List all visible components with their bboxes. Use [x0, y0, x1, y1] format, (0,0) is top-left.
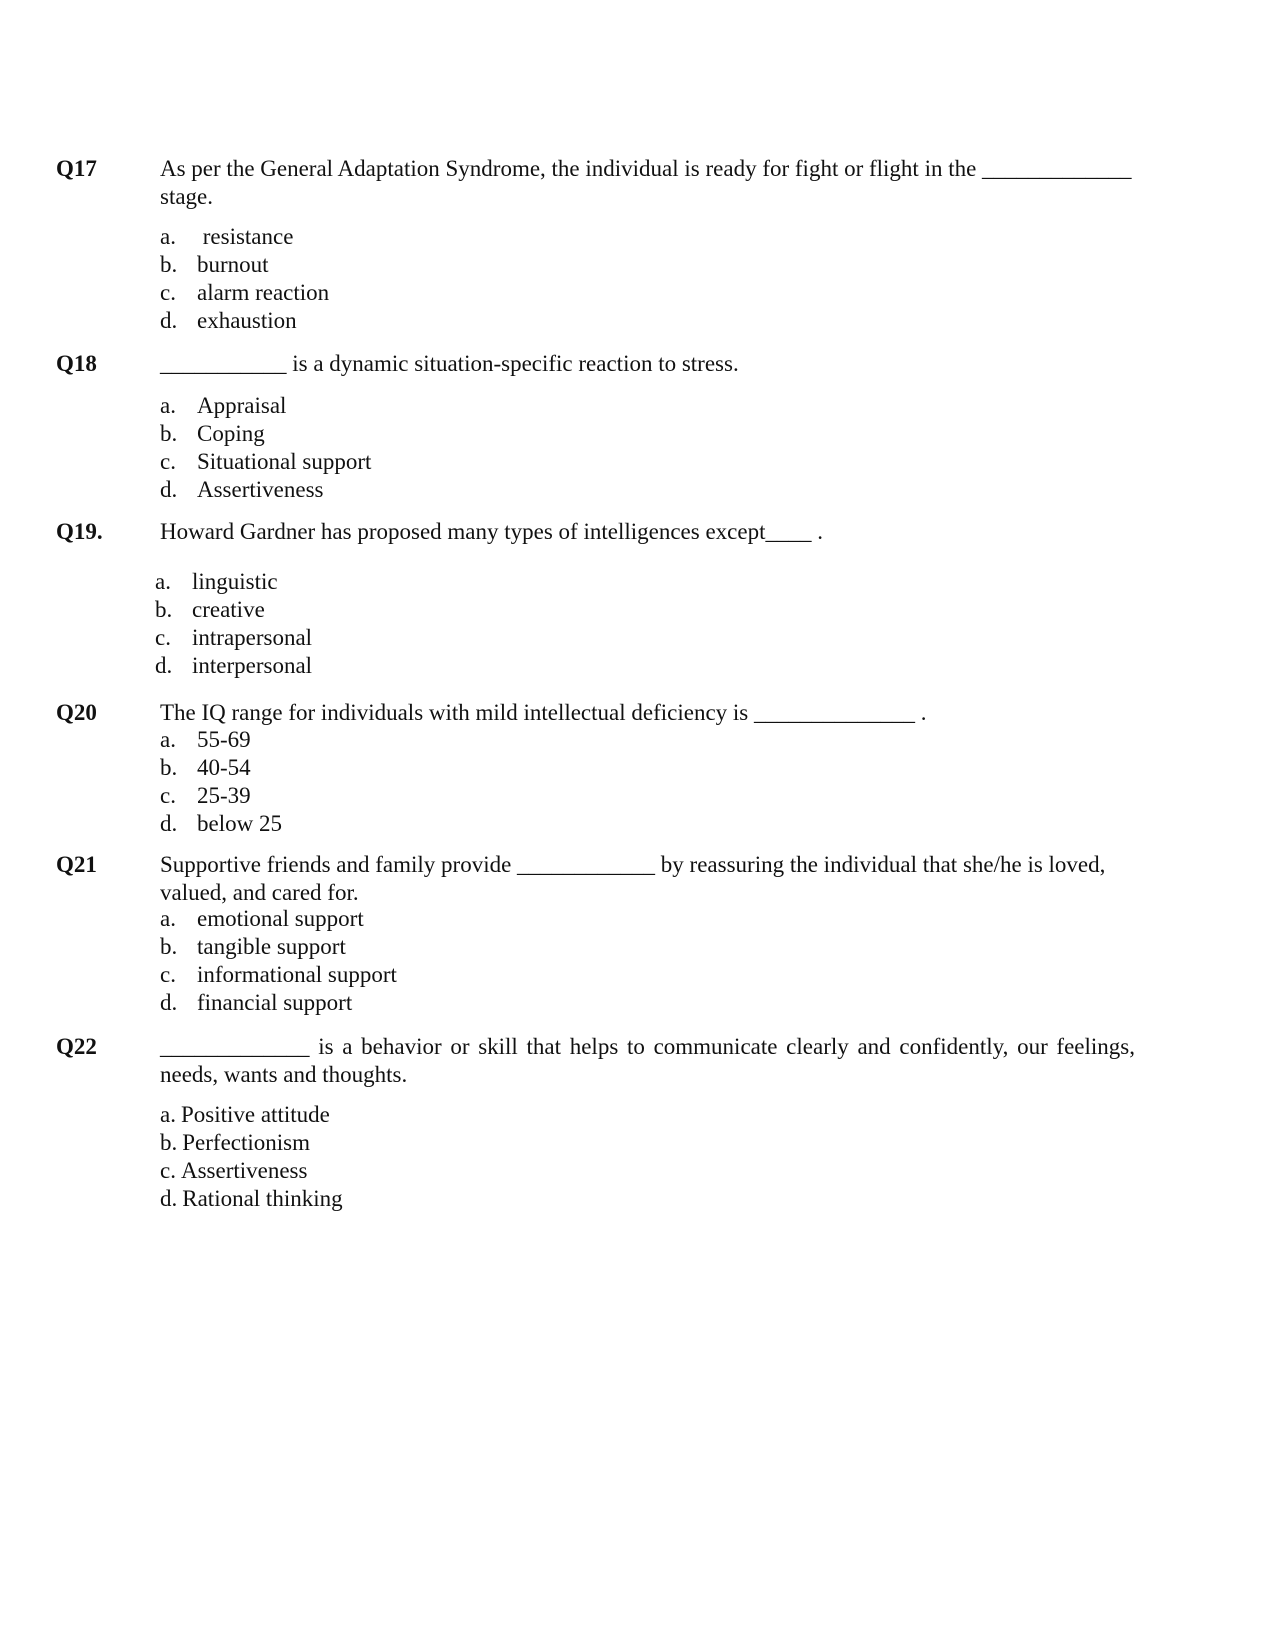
- option-text: alarm reaction: [197, 280, 330, 305]
- option-letter: d.: [160, 990, 178, 1015]
- option-letter: c.: [160, 783, 176, 808]
- option-d: [160, 989, 397, 1017]
- option-text: Perfectionism: [182, 1130, 310, 1155]
- option-text: Assertiveness: [180, 1158, 308, 1183]
- option-text: informational support: [197, 962, 397, 987]
- options-list: [160, 905, 397, 1017]
- question-text: _____________ is a behavior or skill that helps to communicate clearly and confidently, our feelings, needs, wants and thoughts.: [160, 1034, 1135, 1087]
- option-c: [160, 782, 282, 810]
- option-c: [160, 1157, 343, 1185]
- option-text: Situational support: [197, 449, 372, 474]
- option-letter: a.: [155, 569, 171, 594]
- option-b: [160, 754, 282, 782]
- option-letter: b.: [160, 934, 178, 959]
- option-letter: a.: [160, 906, 176, 931]
- option-c: [160, 448, 371, 476]
- option-text: 25-39: [197, 783, 251, 808]
- option-letter: d.: [160, 308, 178, 333]
- option-letter: b.: [160, 421, 178, 446]
- option-b: [160, 933, 397, 961]
- option-text: 55-69: [197, 727, 251, 752]
- option-text: Appraisal: [197, 393, 287, 418]
- option-text: Rational thinking: [182, 1186, 343, 1211]
- option-letter: d.: [160, 477, 178, 502]
- option-text: 40-54: [197, 755, 251, 780]
- option-letter: c.: [160, 962, 176, 987]
- option-letter: a.: [160, 727, 176, 752]
- option-text: Coping: [197, 421, 265, 446]
- option-letter: b.: [160, 755, 178, 780]
- option-text: resistance: [197, 224, 294, 249]
- option-letter: c.: [160, 449, 176, 474]
- question-number: Q21: [56, 852, 97, 877]
- option-letter: b.: [160, 252, 178, 277]
- option-text: tangible support: [197, 934, 346, 959]
- option-text: below 25: [197, 811, 282, 836]
- option-text: exhaustion: [197, 308, 297, 333]
- option-a: [160, 726, 282, 754]
- option-b: [160, 251, 329, 279]
- option-letter: a.: [160, 224, 176, 249]
- question-text: Supportive friends and family provide ____________ by reassuring the individual that she/he is loved, valued, and cared for.: [160, 852, 1106, 905]
- option-text: intrapersonal: [192, 625, 313, 650]
- question-number: Q22: [56, 1034, 97, 1059]
- option-text: interpersonal: [192, 653, 313, 678]
- option-b: [160, 420, 371, 448]
- option-letter: a.: [160, 393, 176, 418]
- options-list: [160, 223, 329, 335]
- option-letter: c.: [160, 280, 176, 305]
- option-a: [160, 1101, 343, 1129]
- option-d: [160, 307, 329, 335]
- option-text: Positive attitude: [180, 1102, 330, 1127]
- option-text: emotional support: [197, 906, 364, 931]
- options-list: [160, 1101, 343, 1213]
- question-number: Q20: [56, 700, 97, 725]
- option-d: [155, 652, 312, 680]
- option-letter: d.: [155, 653, 173, 678]
- option-letter: a.: [160, 1102, 176, 1127]
- option-text: Assertiveness: [197, 477, 324, 502]
- option-letter: c.: [160, 1158, 176, 1183]
- option-letter: b.: [155, 597, 173, 622]
- option-d: [160, 1185, 343, 1213]
- option-c: [160, 279, 329, 307]
- question-text: As per the General Adaptation Syndrome, the individual is ready for fight or flight in the _____________ stage.: [160, 156, 1132, 209]
- question-number: Q17: [56, 156, 97, 181]
- option-a: [160, 223, 329, 251]
- question-number: Q19.: [56, 519, 103, 544]
- option-letter: d.: [160, 811, 178, 836]
- question-number: Q18: [56, 351, 97, 376]
- options-list: [160, 392, 371, 504]
- option-c: [160, 961, 397, 989]
- option-text: linguistic: [192, 569, 278, 594]
- option-a: [155, 568, 312, 596]
- question-text: Howard Gardner has proposed many types of intelligences except____ .: [160, 519, 823, 544]
- option-c: [155, 624, 312, 652]
- option-text: creative: [192, 597, 265, 622]
- question-text: The IQ range for individuals with mild intellectual deficiency is ______________ .: [160, 700, 927, 725]
- option-letter: d.: [160, 1186, 178, 1211]
- options-list: [155, 568, 312, 680]
- question-text: ___________ is a dynamic situation-specific reaction to stress.: [160, 351, 739, 376]
- option-d: [160, 476, 371, 504]
- option-b: [155, 596, 312, 624]
- option-a: [160, 392, 371, 420]
- option-letter: b.: [160, 1130, 178, 1155]
- option-b: [160, 1129, 343, 1157]
- option-text: financial support: [197, 990, 353, 1015]
- option-a: [160, 905, 397, 933]
- options-list: [160, 726, 282, 838]
- option-d: [160, 810, 282, 838]
- option-letter: c.: [155, 625, 171, 650]
- option-text: burnout: [197, 252, 269, 277]
